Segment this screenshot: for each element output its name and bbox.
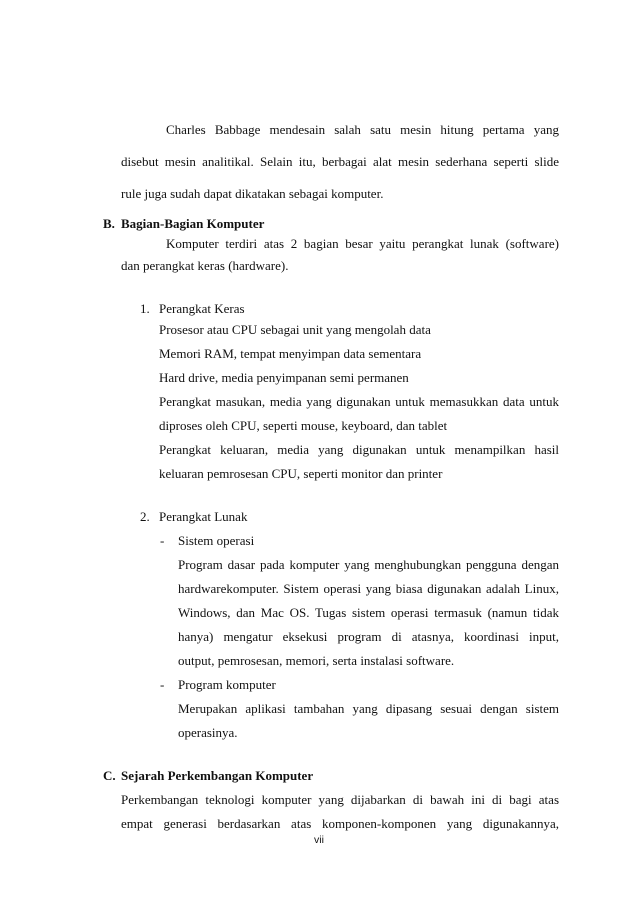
item-1-title: Perangkat Keras (159, 301, 245, 316)
item-1-line-2: Memori RAM, tempat menyimpan data sementara (159, 346, 422, 361)
item-2-number: 2. (140, 509, 150, 524)
section-b-para-line-2: dan perangkat keras (hardware). (121, 258, 289, 273)
intro-line-2: disebut mesin analitikal. Selain itu, berbagai alat mesin sederhana seperti slide (121, 154, 559, 169)
item-1-line-3: Hard drive, media penyimpanan semi permanen (159, 370, 409, 385)
sub-1-dash: - (160, 533, 165, 548)
sub-1-line-2: hardwarekomputer. Sistem operasi yang biasa digunakan adalah Linux, (178, 581, 559, 596)
item-1-line-6: Perangkat keluaran, media yang digunakan untuk menampilkan hasil (159, 442, 559, 457)
sub-1-title: Sistem operasi (178, 533, 255, 548)
item-1-line-5: diproses oleh CPU, seperti mouse, keyboard, dan tablet (159, 418, 448, 433)
intro-line-1: Charles Babbage mendesain salah satu mesin hitung pertama yang (166, 122, 559, 137)
sub-2-line-2: operasinya. (178, 725, 238, 740)
sub-2-dash: - (160, 677, 165, 692)
sub-1-line-1: Program dasar pada komputer yang menghubungkan pengguna dengan (178, 557, 559, 572)
sub-1-line-3: Windows, dan Mac OS. Tugas sistem operasi termasuk (namun tidak (178, 605, 559, 620)
intro-line-3: rule juga sudah dapat dikatakan sebagai komputer. (121, 186, 384, 201)
section-c-title: Sejarah Perkembangan Komputer (121, 768, 314, 783)
section-b-label: B. (103, 216, 115, 231)
section-b-title: Bagian-Bagian Komputer (121, 216, 265, 231)
item-1-line-4: Perangkat masukan, media yang digunakan untuk memasukkan data untuk (159, 394, 559, 409)
page-number: vii (314, 834, 324, 846)
item-1-number: 1. (140, 301, 150, 316)
sub-1-line-4: hanya) mengatur eksekusi program di atasnya, koordinasi input, (178, 629, 559, 644)
item-1-line-7: keluaran pemrosesan CPU, seperti monitor dan printer (159, 466, 443, 481)
item-1-line-1: Prosesor atau CPU sebagai unit yang mengolah data (159, 322, 431, 337)
sub-2-title: Program komputer (178, 677, 276, 692)
sub-2-line-1: Merupakan aplikasi tambahan yang dipasang sesuai dengan sistem (178, 701, 559, 716)
section-b-para-line-1: Komputer terdiri atas 2 bagian besar yaitu perangkat lunak (software) (166, 236, 559, 251)
section-c-line-2: empat generasi berdasarkan atas komponen-komponen yang digunakannya, (121, 816, 559, 831)
section-c-line-1: Perkembangan teknologi komputer yang dijabarkan di bawah ini di bagi atas (121, 792, 559, 807)
item-2-title: Perangkat Lunak (159, 509, 248, 524)
section-c-label: C. (103, 768, 116, 783)
sub-1-line-5: output, pemrosesan, memori, serta instalasi software. (178, 653, 455, 668)
